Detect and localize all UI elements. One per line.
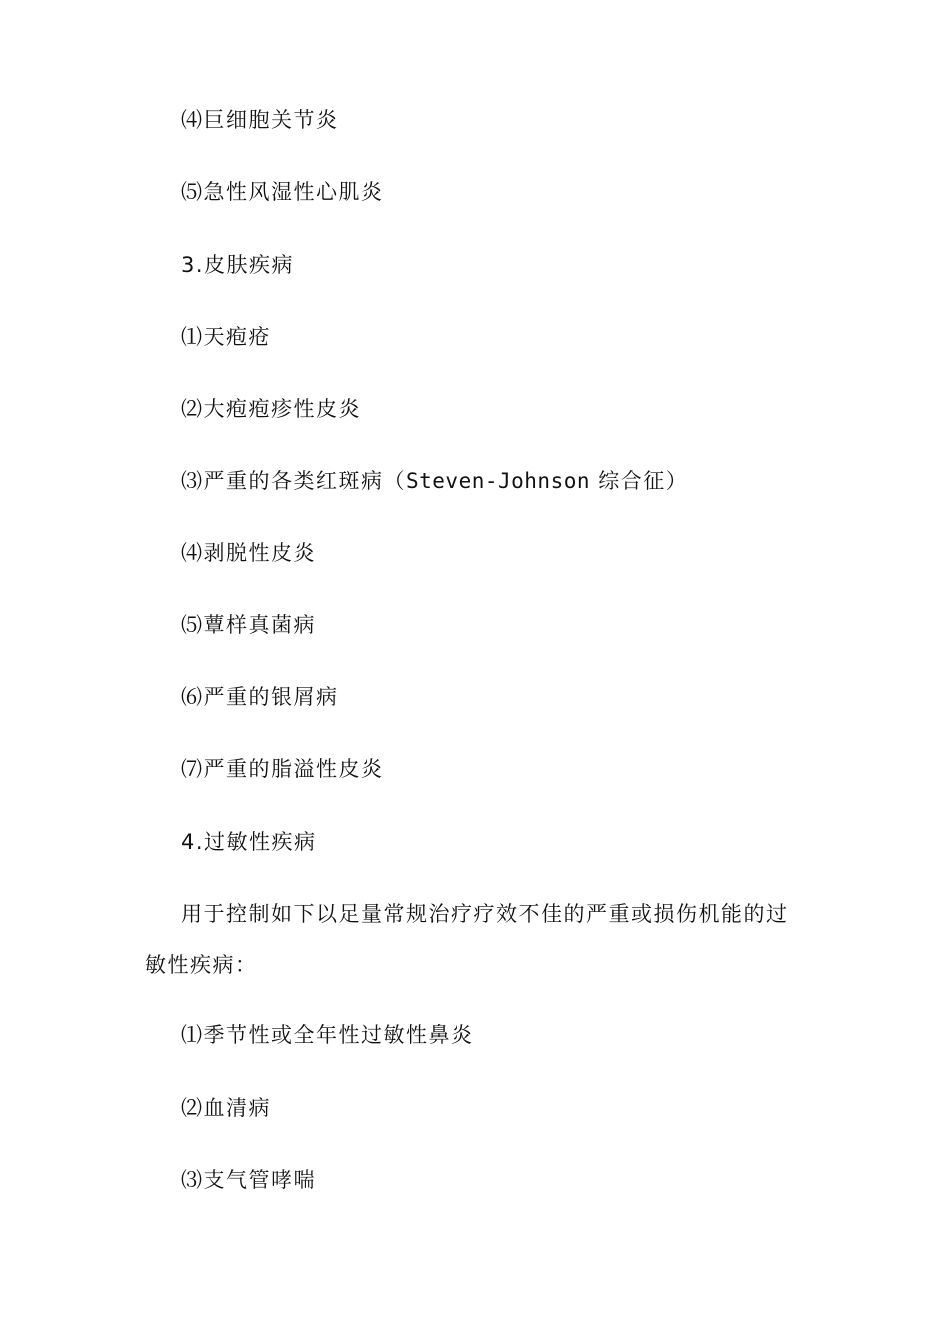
steven-johnson-term: Steven-Johnson — [406, 469, 591, 493]
section-heading-skin-diseases: 3.皮肤疾病 — [181, 253, 295, 277]
list-item-seborrheic-dermatitis: ⑺严重的脂溢性皮炎 — [181, 757, 384, 781]
paragraph-line-1: 用于控制如下以足量常规治疗疗效不佳的严重或损伤机能的过 — [181, 902, 789, 926]
erythema-text: ⑶严重的各类红斑病（ — [181, 469, 406, 493]
syndrome-text: 综合征） — [590, 469, 689, 493]
list-item-serum-sickness: ⑵血清病 — [181, 1096, 271, 1120]
list-item-mycosis-fungoides: ⑸蕈样真菌病 — [181, 613, 316, 637]
list-item-acute-rheumatic-myocarditis: ⑸急性风湿性心肌炎 — [181, 180, 384, 204]
list-item-psoriasis: ⑹严重的银屑病 — [181, 685, 339, 709]
list-item-erythema — [181, 467, 688, 495]
list-item-allergic-rhinitis: ⑴季节性或全年性过敏性鼻炎 — [181, 1023, 474, 1047]
list-item-pemphigus: ⑴天疱疮 — [181, 325, 271, 349]
list-item-giant-cell-arthritis: ⑷巨细胞关节炎 — [181, 108, 339, 132]
paragraph-line-2: 敏性疾病： — [145, 953, 258, 977]
list-item-exfoliative-dermatitis: ⑷剥脱性皮炎 — [181, 541, 316, 565]
list-item-bronchial-asthma: ⑶支气管哮喘 — [181, 1168, 316, 1192]
list-item-bullous-dermatitis: ⑵大疱疱疹性皮炎 — [181, 397, 361, 421]
section-heading-allergic-diseases: 4.过敏性疾病 — [181, 830, 317, 854]
